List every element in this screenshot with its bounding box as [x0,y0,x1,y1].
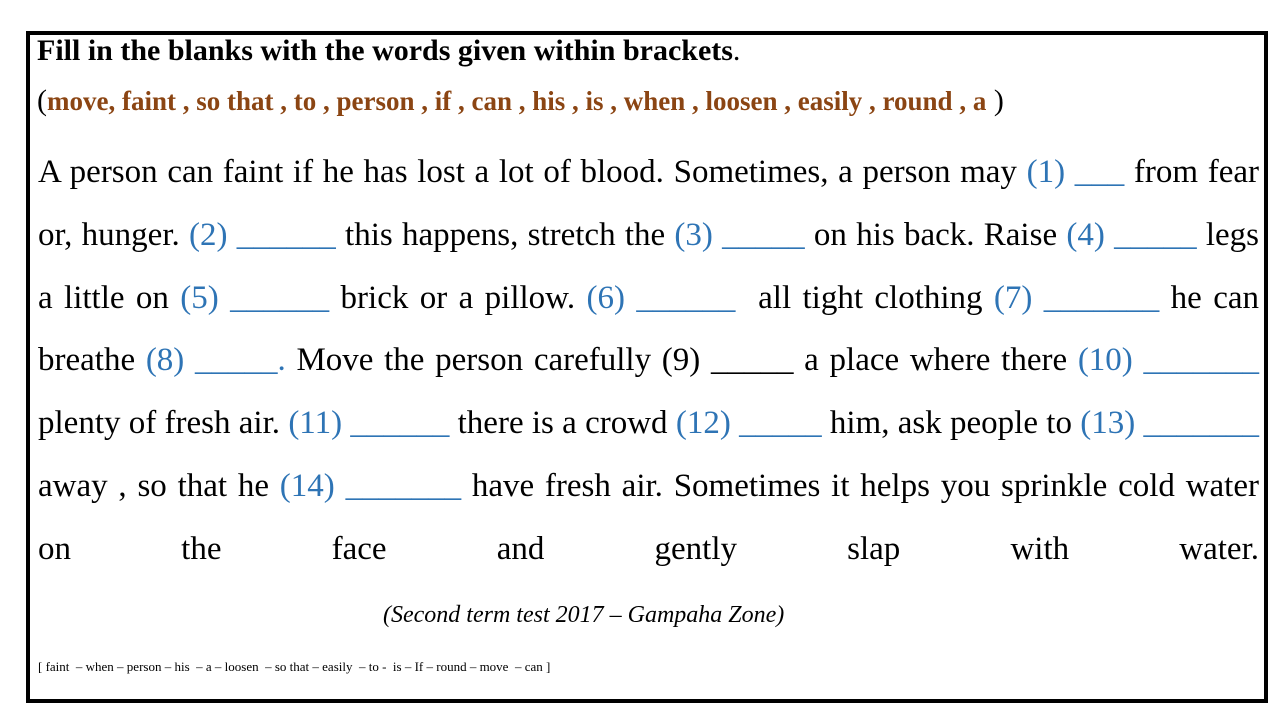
blank-number-8: (8) [145,342,185,379]
instruction-title [37,34,740,68]
blank-number-14: (14) [279,467,335,504]
blank-2[interactable]: ______ [236,216,336,253]
passage-text: he can breathe [38,279,1260,379]
blank-number-3: (3) [674,216,713,253]
blank-5[interactable]: ______ [230,279,330,316]
blank-number-11: (11) [288,405,343,442]
blank-8[interactable]: _____. [195,342,286,379]
passage-text: plenty of fresh air. [38,405,289,442]
passage-text: brick or a pillow. [329,279,587,316]
instruction-period: . [732,34,741,67]
blank-number-2: (2) [189,216,228,253]
passage-text: a place where there [793,342,1078,379]
blank-number-1: (1) [1026,154,1066,190]
blank-number-13: (13) [1080,405,1136,442]
source-citation: (Second term test 2017 – Gampaha Zone) [383,601,785,628]
blank-number-10: (10) [1077,342,1133,379]
passage-text: have fresh air. Sometimes it helps you sprinkle cold water on the face and gently slap with water. [38,467,1259,567]
word-bank [37,84,1004,118]
blank-12[interactable]: _____ [739,405,822,442]
word-bank-words: move, faint , so that , to , person , if , can , his , is , when , loosen , easily , round , a [47,86,987,116]
blank-14[interactable]: _______ [345,467,462,504]
word-bank-close-bracket: ) [986,84,1004,117]
blank-1[interactable]: ___ [1074,154,1125,190]
blank-10[interactable]: _______ [1143,342,1259,379]
word-bank-open-bracket: ( [37,84,47,117]
instruction-text: Fill in the blanks with the words given within brackets [37,34,733,67]
cloze-passage [38,141,1259,646]
passage-text: this happens, stretch the [335,216,675,253]
blank-number-5: (5) [180,279,219,316]
passage-text: away , so that he [38,467,280,504]
blank-4[interactable]: _____ [1114,216,1197,253]
passage-text: on his back. Raise [804,216,1067,253]
blank-6[interactable]: ______ [636,279,736,316]
blank-9[interactable]: _____ [710,342,794,379]
passage-text: all tight clothing [735,279,994,316]
blank-number-12: (12) [675,405,731,442]
blank-number-4: (4) [1066,216,1105,253]
blank-3[interactable]: _____ [722,216,805,253]
blank-7[interactable]: _______ [1043,279,1160,316]
blank-11[interactable]: ______ [350,405,450,442]
blank-number-6: (6) [586,279,625,316]
passage-text: A person can faint if he has lost a lot of blood. Sometimes, a person may [38,154,1027,190]
passage-text: legs a little on [38,216,1260,316]
blank-number-9: (9) [661,342,701,379]
answer-key: [ faint – when – person – his – a – loosen – so that – easily – to - is – If – round – move – can ] [38,659,551,674]
passage-text: him, ask people to [821,405,1081,442]
blank-13[interactable]: _______ [1143,405,1259,442]
passage-text: there is a crowd [449,405,676,442]
passage-text: from fear or, hunger. [38,154,1259,253]
blank-number-7: (7) [993,279,1033,316]
passage-text: Move the person carefully [285,342,662,379]
